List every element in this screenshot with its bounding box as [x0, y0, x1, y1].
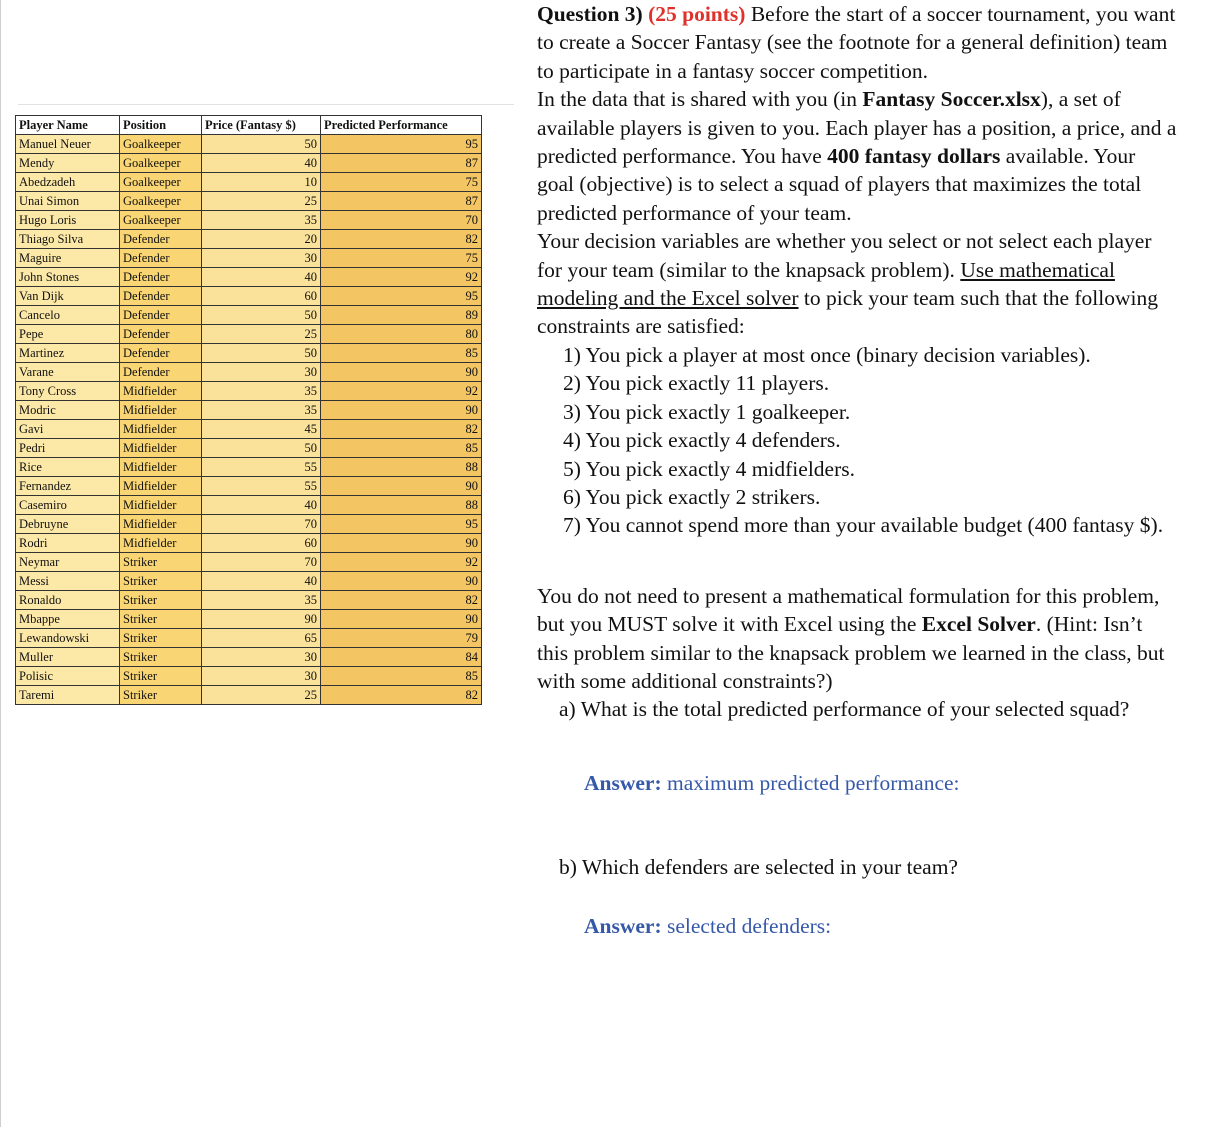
cell-performance: 88	[321, 458, 482, 477]
cell-performance: 70	[321, 211, 482, 230]
cell-price: 10	[202, 173, 321, 192]
table-row	[16, 667, 482, 686]
cell-price: 50	[202, 344, 321, 363]
cell-price: 90	[202, 610, 321, 629]
table-row	[16, 610, 482, 629]
cell-position: Midfielder	[120, 496, 202, 515]
cell-price: 35	[202, 591, 321, 610]
table-row	[16, 211, 482, 230]
cell-position: Defender	[120, 344, 202, 363]
cell-price: 30	[202, 667, 321, 686]
cell-player-name: Ronaldo	[16, 591, 120, 610]
cell-player-name: Neymar	[16, 553, 120, 572]
answer-b-text: selected defenders:	[667, 913, 832, 938]
note-bold: Excel Solver	[921, 612, 1036, 637]
cell-player-name: Thiago Silva	[16, 230, 120, 249]
cell-price: 25	[202, 686, 321, 705]
question-intro	[537, 0, 1177, 85]
cell-performance: 90	[321, 363, 482, 382]
table-row	[16, 344, 482, 363]
cell-position: Midfielder	[120, 515, 202, 534]
cell-position: Goalkeeper	[120, 135, 202, 154]
cell-performance: 82	[321, 686, 482, 705]
cell-price: 35	[202, 401, 321, 420]
table-row	[16, 192, 482, 211]
cell-position: Striker	[120, 553, 202, 572]
table-row	[16, 629, 482, 648]
cell-position: Striker	[120, 686, 202, 705]
cell-performance: 95	[321, 515, 482, 534]
cell-position: Defender	[120, 306, 202, 325]
cell-player-name: Martinez	[16, 344, 120, 363]
note-paragraph	[537, 582, 1177, 696]
data-paragraph	[537, 85, 1177, 227]
constraint-item: 1) You pick a player at most once (binary decision variables).	[563, 342, 1091, 367]
cell-position: Midfielder	[120, 382, 202, 401]
cell-price: 45	[202, 420, 321, 439]
table-row	[16, 173, 482, 192]
cell-player-name: Fernandez	[16, 477, 120, 496]
cell-position: Defender	[120, 325, 202, 344]
table-row	[16, 401, 482, 420]
cell-position: Striker	[120, 648, 202, 667]
cell-position: Midfielder	[120, 401, 202, 420]
decision-paragraph	[537, 227, 1177, 341]
answer-a-label: Answer:	[584, 770, 662, 795]
constraint-item: 5) You pick exactly 4 midfielders.	[563, 456, 855, 481]
table-row	[16, 496, 482, 515]
header-position: Position	[120, 116, 202, 135]
cell-price: 50	[202, 306, 321, 325]
cell-performance: 90	[321, 572, 482, 591]
part-a-question: a) What is the total predicted performance of your selected squad?	[559, 697, 1130, 722]
divider-line	[18, 104, 514, 105]
cell-position: Striker	[120, 667, 202, 686]
table-row	[16, 135, 482, 154]
cell-player-name: Cancelo	[16, 306, 120, 325]
budget-unit: fantasy dollars	[864, 144, 1001, 169]
cell-performance: 92	[321, 268, 482, 287]
table-row	[16, 268, 482, 287]
cell-price: 70	[202, 553, 321, 572]
cell-price: 50	[202, 439, 321, 458]
cell-player-name: Mendy	[16, 154, 120, 173]
cell-player-name: Lewandowski	[16, 629, 120, 648]
cell-player-name: Rodri	[16, 534, 120, 553]
cell-performance: 90	[321, 610, 482, 629]
note-text-1: You do not need to present a mathematical formulation for this problem, but you MUST solve it with Excel using the	[537, 583, 1160, 637]
cell-player-name: Mbappe	[16, 610, 120, 629]
cell-performance: 85	[321, 667, 482, 686]
player-table	[15, 115, 482, 705]
note-text-2: . (Hint: Isn’t this problem similar to the knapsack problem we learned in the class, but with some additional constraints?)	[537, 612, 1165, 693]
cell-performance: 95	[321, 287, 482, 306]
cell-player-name: Taremi	[16, 686, 120, 705]
cell-position: Goalkeeper	[120, 154, 202, 173]
table-row	[16, 287, 482, 306]
cell-player-name: Pedri	[16, 439, 120, 458]
cell-position: Defender	[120, 287, 202, 306]
cell-performance: 82	[321, 591, 482, 610]
table-row	[16, 553, 482, 572]
cell-player-name: Hugo Loris	[16, 211, 120, 230]
cell-price: 60	[202, 287, 321, 306]
header-predicted-performance: Predicted Performance	[321, 116, 482, 135]
table-row	[16, 477, 482, 496]
data-text-3: available. Your goal (objective) is to select a squad of players that maximizes the total predicted performance of your team.	[537, 144, 1142, 225]
cell-price: 40	[202, 154, 321, 173]
table-row	[16, 420, 482, 439]
table-body	[16, 135, 482, 705]
cell-price: 40	[202, 268, 321, 287]
cell-player-name: Unai Simon	[16, 192, 120, 211]
cell-performance: 92	[321, 553, 482, 572]
cell-price: 40	[202, 572, 321, 591]
cell-price: 30	[202, 363, 321, 382]
table-header-row	[16, 116, 482, 135]
table-row	[16, 249, 482, 268]
constraint-item: 3) You pick exactly 1 goalkeeper.	[563, 399, 851, 424]
cell-price: 35	[202, 211, 321, 230]
data-text-1: In the data that is shared with you (in	[537, 87, 863, 112]
cell-price: 55	[202, 458, 321, 477]
constraint-list	[537, 341, 1177, 540]
cell-performance: 87	[321, 192, 482, 211]
cell-player-name: Varane	[16, 363, 120, 382]
table-row	[16, 382, 482, 401]
cell-position: Striker	[120, 610, 202, 629]
cell-player-name: Gavi	[16, 420, 120, 439]
answer-a	[537, 769, 1177, 797]
question-intro-text: Before the start of a soccer tournament, you want to create a Soccer Fantasy (see the footnote for a general definition) team to participate in a fantasy soccer competition.	[537, 2, 1176, 83]
cell-position: Striker	[120, 572, 202, 591]
cell-price: 60	[202, 534, 321, 553]
question-text	[537, 0, 1177, 940]
cell-performance: 79	[321, 629, 482, 648]
cell-player-name: Debruyne	[16, 515, 120, 534]
cell-position: Goalkeeper	[120, 192, 202, 211]
cell-player-name: Muller	[16, 648, 120, 667]
table-row	[16, 363, 482, 382]
cell-player-name: Pepe	[16, 325, 120, 344]
cell-performance: 82	[321, 230, 482, 249]
table-row	[16, 230, 482, 249]
cell-position: Midfielder	[120, 420, 202, 439]
part-b-question: b) Which defenders are selected in your team?	[559, 855, 958, 880]
cell-performance: 87	[321, 154, 482, 173]
answer-b	[537, 912, 1177, 940]
cell-price: 50	[202, 135, 321, 154]
cell-position: Striker	[120, 629, 202, 648]
cell-price: 25	[202, 192, 321, 211]
cell-position: Midfielder	[120, 458, 202, 477]
decision-underlined: Use mathematical modeling and the Excel solver	[537, 257, 1115, 311]
constraint-item: 6) You pick exactly 2 strikers.	[563, 484, 821, 509]
decision-text-2: to pick your team such that the following constraints are satisfied:	[537, 286, 1158, 339]
table-row	[16, 534, 482, 553]
cell-performance: 75	[321, 173, 482, 192]
cell-position: Midfielder	[120, 534, 202, 553]
cell-position: Defender	[120, 249, 202, 268]
header-price: Price (Fantasy $)	[202, 116, 321, 135]
cell-position: Defender	[120, 363, 202, 382]
cell-price: 30	[202, 648, 321, 667]
cell-position: Goalkeeper	[120, 211, 202, 230]
cell-performance: 88	[321, 496, 482, 515]
header-player-name: Player Name	[16, 116, 120, 135]
cell-price: 40	[202, 496, 321, 515]
cell-position: Midfielder	[120, 477, 202, 496]
table-row	[16, 439, 482, 458]
question-label: Question 3)	[537, 2, 643, 26]
cell-performance: 75	[321, 249, 482, 268]
cell-player-name: John Stones	[16, 268, 120, 287]
cell-performance: 90	[321, 534, 482, 553]
data-file-name: Fantasy Soccer.xlsx	[862, 87, 1041, 112]
cell-price: 70	[202, 515, 321, 534]
budget-number: 400	[827, 144, 860, 169]
cell-performance: 90	[321, 477, 482, 496]
cell-performance: 92	[321, 382, 482, 401]
cell-position: Goalkeeper	[120, 173, 202, 192]
table-row	[16, 648, 482, 667]
cell-performance: 85	[321, 439, 482, 458]
table-row	[16, 686, 482, 705]
question-points: (25 points)	[648, 2, 746, 26]
cell-price: 35	[202, 382, 321, 401]
cell-performance: 95	[321, 135, 482, 154]
constraint-item: 2) You pick exactly 11 players.	[563, 371, 830, 396]
cell-position: Defender	[120, 268, 202, 287]
constraint-item: 4) You pick exactly 4 defenders.	[563, 428, 841, 453]
answer-a-text: maximum predicted performance:	[667, 770, 960, 795]
cell-price: 65	[202, 629, 321, 648]
cell-price: 25	[202, 325, 321, 344]
cell-performance: 82	[321, 420, 482, 439]
cell-player-name: Casemiro	[16, 496, 120, 515]
table-row	[16, 154, 482, 173]
table-row	[16, 325, 482, 344]
table-row	[16, 572, 482, 591]
cell-position: Striker	[120, 591, 202, 610]
cell-player-name: Polisic	[16, 667, 120, 686]
cell-performance: 80	[321, 325, 482, 344]
cell-position: Midfielder	[120, 439, 202, 458]
cell-performance: 85	[321, 344, 482, 363]
table-row	[16, 591, 482, 610]
table-row	[16, 515, 482, 534]
table-row	[16, 458, 482, 477]
cell-player-name: Van Dijk	[16, 287, 120, 306]
data-text-2: ), a set of available players is given to you. Each player has a position, a price, and a predicted performance. You have	[537, 87, 1177, 169]
answer-b-label: Answer:	[584, 913, 662, 938]
cell-price: 55	[202, 477, 321, 496]
cell-performance: 84	[321, 648, 482, 667]
cell-player-name: Tony Cross	[16, 382, 120, 401]
cell-player-name: Maguire	[16, 249, 120, 268]
table-row	[16, 306, 482, 325]
cell-price: 30	[202, 249, 321, 268]
decision-text-1: Your decision variables are whether you select or not select each player for your team (similar to the knapsack problem).	[537, 229, 1152, 282]
cell-player-name: Manuel Neuer	[16, 135, 120, 154]
page-left-border	[0, 0, 1, 1127]
constraint-budget: 7) You cannot spend more than your available budget (400 fantasy $).	[563, 513, 1164, 538]
cell-player-name: Messi	[16, 572, 120, 591]
constraint-item	[563, 511, 1177, 539]
cell-performance: 89	[321, 306, 482, 325]
cell-player-name: Rice	[16, 458, 120, 477]
cell-position: Defender	[120, 230, 202, 249]
cell-performance: 90	[321, 401, 482, 420]
cell-player-name: Modric	[16, 401, 120, 420]
cell-player-name: Abedzadeh	[16, 173, 120, 192]
cell-price: 20	[202, 230, 321, 249]
